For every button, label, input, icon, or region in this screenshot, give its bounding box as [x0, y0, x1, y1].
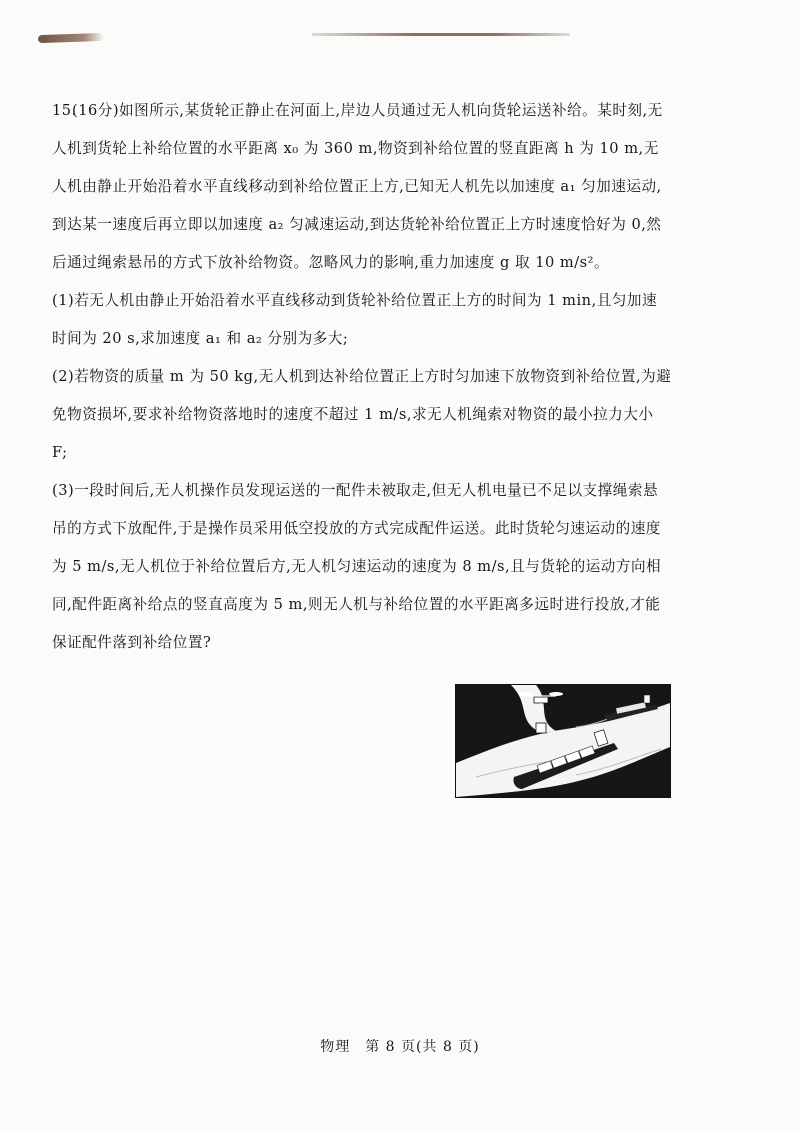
part-2	[52, 358, 672, 472]
part-3-text: 一段时间后,无人机操作员发现运送的一配件未被取走,但无人机电量已不足以支撑绳索悬吊的方式下放配件,于是操作员采用低空投放的方式完成配件运送。此时货轮匀速运动的速度为 5 m/s,无人机位于补给位置后方,无人机匀速运动的速度为 8 m/s,且与货轮的运动方向相同,配件距离补给点的竖直高度为 5 m,则无人机与补给位置的水平距离多远时进行投放,才能保证配件落到补给位置?	[52, 482, 662, 651]
part-2-text: 若物资的质量 m 为 50 kg,无人机到达补给位置正上方时匀加速下放物资到补给位置,为避免物资损坏,要求补给物资落地时的速度不超过 1 m/s,求无人机绳索对物资的最小拉力大小 F;	[52, 368, 672, 461]
part-3-label: (3)	[52, 482, 75, 499]
part-1-text: 若无人机由静止开始沿着水平直线移动到货轮补给位置正上方的时间为 1 min,且匀加速时间为 20 s,求加速度 a₁ 和 a₂ 分别为多大;	[52, 292, 658, 347]
figure-illustration	[456, 685, 670, 797]
part-1	[52, 282, 672, 358]
part-3	[52, 472, 672, 662]
page-footer: 物理 第 8 页(共 8 页)	[320, 1039, 480, 1055]
part-1-label: (1)	[52, 292, 75, 309]
question-stem	[52, 92, 672, 282]
question-number: 15.	[52, 102, 77, 119]
scan-smudge-left	[38, 33, 104, 43]
supply-package	[536, 723, 546, 733]
question-stem-text: (16分)如图所示,某货轮正静止在河面上,岸边人员通过无人机向货轮运送补给。某时刻,无人机到货轮上补给位置的水平距离 x₀ 为 360 m,物资到补给位置的竖直距离 h 为 10 m,无人机由静止开始沿着水平直线移动到补给位置正上方,已知无人机先以加速度 a₁ 匀加速运动,到达某一速度后再立即以加速度 a₂ 匀减速运动,到达货轮补给位置正上方时速度恰好为 0,然后通过绳索悬吊的方式下放补给物资。忽略风力的影响,重力加速度 g 取 10 m/s²。	[52, 102, 663, 271]
question-15	[52, 92, 672, 662]
part-2-label: (2)	[52, 368, 75, 385]
scan-smudge-top	[312, 33, 570, 36]
drone-cargo-ship-figure	[455, 684, 671, 798]
